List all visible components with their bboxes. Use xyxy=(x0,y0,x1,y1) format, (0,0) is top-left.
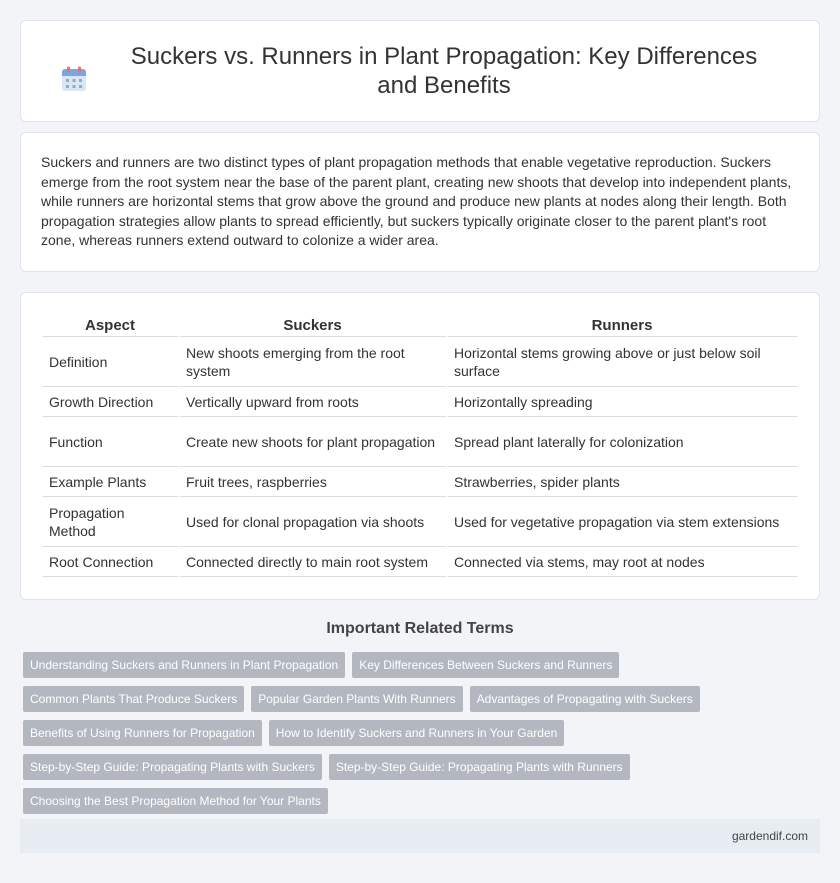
table-cell: Strawberries, spider plants xyxy=(448,467,799,497)
related-term-link[interactable]: How to Identify Suckers and Runners in Your Garden xyxy=(269,720,565,746)
table-cell: Horizontal stems growing above or just below soil surface xyxy=(448,337,799,387)
related-terms-list xyxy=(23,652,823,822)
table-cell: Growth Direction xyxy=(43,387,180,417)
footer xyxy=(20,819,820,853)
table-cell: Propagation Method xyxy=(43,497,180,547)
page-title: Suckers vs. Runners in Plant Propagation: Key Differences and Benefits xyxy=(130,43,758,99)
table-cell: New shoots emerging from the root system xyxy=(180,337,448,387)
intro-card xyxy=(20,132,820,272)
table-row xyxy=(43,497,799,547)
related-term-link[interactable]: Popular Garden Plants With Runners xyxy=(251,686,462,712)
related-terms-heading: Important Related Terms xyxy=(326,620,514,637)
footer-site-name: gardendif.com xyxy=(731,829,808,843)
table-cell: Vertically upward from roots xyxy=(180,387,448,417)
title-wrap xyxy=(61,42,779,100)
intro-paragraph: Suckers and runners are two distinct types of plant propagation methods that enable vegetative reproduction. Suckers emerge from the root system near the base of the parent plant, creating new shoots that develop into independent plants, while runners are horizontal stems that grow above the ground and produce new plants at nodes along their length. Both propagation strategies allow plants to spread efficiently, but suckers typically originate closer to the parent plant's root zone, whereas runners extend outward to colonize a wider area. xyxy=(41,154,792,248)
related-term-link[interactable]: Benefits of Using Runners for Propagation xyxy=(23,720,262,746)
table-row xyxy=(43,387,799,417)
table-row xyxy=(43,547,799,577)
table-cell: Create new shoots for plant propagation xyxy=(180,417,448,467)
comparison-table-card xyxy=(20,292,820,600)
table-row xyxy=(43,337,799,387)
related-term-link[interactable]: Key Differences Between Suckers and Runners xyxy=(352,652,619,678)
table-header-row xyxy=(43,313,799,337)
comparison-table xyxy=(43,313,799,577)
table-row xyxy=(43,467,799,497)
column-header-suckers: Suckers xyxy=(180,313,448,337)
table-cell: Function xyxy=(43,417,180,467)
table-cell: Used for vegetative propagation via stem extensions xyxy=(448,497,799,547)
table-cell: Connected via stems, may root at nodes xyxy=(448,547,799,577)
table-cell: Root Connection xyxy=(43,547,180,577)
table-cell: Connected directly to main root system xyxy=(180,547,448,577)
related-term-link[interactable]: Step-by-Step Guide: Propagating Plants with Runners xyxy=(329,754,630,780)
table-cell: Used for clonal propagation via shoots xyxy=(180,497,448,547)
title-card xyxy=(20,20,820,122)
table-cell: Definition xyxy=(43,337,180,387)
table-row xyxy=(43,417,799,467)
related-term-link[interactable]: Common Plants That Produce Suckers xyxy=(23,686,244,712)
table-cell: Fruit trees, raspberries xyxy=(180,467,448,497)
related-term-link[interactable]: Step-by-Step Guide: Propagating Plants with Suckers xyxy=(23,754,322,780)
table-cell: Horizontally spreading xyxy=(448,387,799,417)
related-term-link[interactable]: Choosing the Best Propagation Method for Your Plants xyxy=(23,788,328,814)
calendar-icon xyxy=(61,66,87,92)
related-term-link[interactable]: Advantages of Propagating with Suckers xyxy=(470,686,700,712)
related-term-link[interactable]: Understanding Suckers and Runners in Plant Propagation xyxy=(23,652,345,678)
column-header-aspect: Aspect xyxy=(43,313,180,337)
table-cell: Example Plants xyxy=(43,467,180,497)
table-cell: Spread plant laterally for colonization xyxy=(448,417,799,467)
column-header-runners: Runners xyxy=(448,313,799,337)
